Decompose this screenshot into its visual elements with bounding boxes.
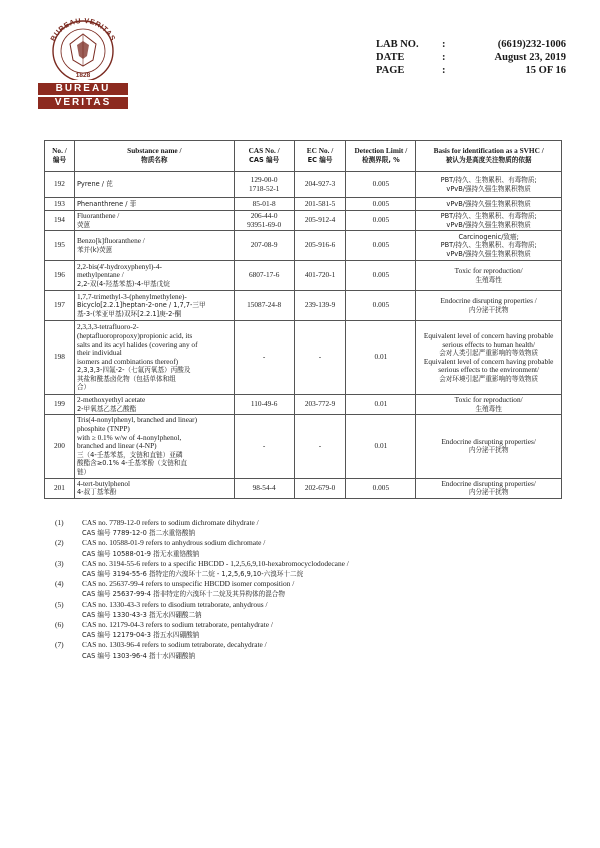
cell-ec-no-line: 205-916-6 (304, 240, 336, 250)
cell-basis (416, 291, 562, 321)
cell-basis-line: 会对环境引起严重影响的等效物质 (439, 374, 539, 383)
cell-cas-no-line: 85-01-8 (252, 198, 276, 208)
cell-substance-name-line: 荧蒽 (76, 220, 91, 229)
date-row (376, 51, 566, 64)
table-row (45, 261, 562, 291)
footnote-line: CAS no. 1330-43-3 refers to disodium tetraborate, anhydrous / (82, 599, 268, 609)
cell-ec-no-line: 203-772-9 (304, 399, 336, 409)
cell-ec-no (294, 211, 346, 231)
cell-substance-name-line: 1,7,7-trimethyl-3-(phenylmethylene)- (76, 291, 187, 301)
cell-detection-limit: 0.005 (346, 231, 416, 261)
cell-substance-name-line: 4-tert-butylphenol (76, 478, 131, 488)
cell-substance-name (74, 172, 234, 198)
cell-cas-no-line: 206-44-0 (250, 211, 278, 220)
cell-substance-name-line: 2-methoxyethyl acetate (76, 395, 146, 405)
logo-seal (38, 14, 128, 80)
footnote-line: CAS 编号 1303-96-4 指十水四硼酸钠 (82, 651, 196, 660)
footnote-line: CAS no. 3194-55-6 refers to a specific HBCDD - 1,2,5,6,9,10-hexabromocyclododecane / (82, 558, 349, 568)
cell-cas-no (234, 172, 294, 198)
cell-detection-limit: 0.005 (346, 291, 416, 321)
cell-ec-no (294, 291, 346, 321)
table-row (45, 172, 562, 198)
footnote (55, 620, 349, 640)
date-colon: : (442, 52, 446, 63)
cell-substance-name-line: Fluoranthene / (76, 211, 120, 220)
cell-cas-no (234, 478, 294, 498)
cell-basis-line: vPvB/强持久强生物累积物质 (446, 249, 531, 258)
cell-basis-line: Endocrine disrupting properties/ (441, 478, 536, 488)
cell-basis-line: vPvB/强持久强生物累积物质 (446, 199, 531, 208)
cell-basis-line: 内分泌干扰物 (468, 488, 509, 497)
cell-detection-limit: 0.005 (346, 198, 416, 211)
date-value: August 23, 2019 (494, 52, 566, 63)
cell-no: 196 (45, 261, 75, 291)
cell-ec-no (294, 198, 346, 211)
cell-basis-line: Equivalent level of concern having probable (423, 356, 554, 366)
cell-detection-limit: 0.005 (346, 478, 416, 498)
cell-no: 195 (45, 231, 75, 261)
cell-ec-no-line: 201-581-5 (304, 198, 336, 208)
cell-basis-line: 会对人类引起严重影响的等效物质 (439, 349, 539, 358)
cell-ec-no (294, 395, 346, 415)
footnote-line: CAS 编号 10588-01-9 指无水重铬酸钠 (82, 549, 200, 558)
cell-substance-name-line: with ≥ 0.1% w/w of 4-nonylphenol, (76, 432, 182, 442)
cell-substance-name-line: 2,2-双(4-羟基苯基)-4-甲基戊烷 (76, 279, 170, 288)
cell-cas-no-line: - (262, 441, 266, 451)
cell-basis-line: serious effects to human health/ (442, 339, 535, 349)
footnotes (55, 518, 349, 661)
cell-basis (416, 231, 562, 261)
cell-basis-line: vPvB/强持久强生物累积物质 (446, 220, 531, 229)
cell-substance-name-line: 4-叔丁基苯酚 (76, 488, 117, 497)
footnote-number: (5) (55, 599, 64, 609)
header-cas-no: CAS No. / CAS 编号 (234, 141, 294, 172)
cell-detection-limit: 0.005 (346, 261, 416, 291)
header-no: No. / 编号 (45, 141, 75, 172)
cell-basis-line: 内分泌干扰物 (468, 305, 509, 314)
footnote-line: CAS 编号 7789-12-0 指二水重铬酸钠 (82, 529, 196, 538)
cell-substance-name (74, 198, 234, 211)
footnote (55, 538, 349, 558)
cell-basis (416, 395, 562, 415)
footnote-line: CAS no. 25637-99-4 refers to unspecific HBCDD isomer composition / (82, 579, 295, 589)
cell-substance-name-line: Phenanthrene / 菲 (76, 199, 137, 208)
cell-cas-no (234, 291, 294, 321)
cell-no: 200 (45, 415, 75, 478)
cell-cas-no-line: 93951-69-0 (247, 219, 282, 229)
cell-detection-limit: 0.01 (346, 395, 416, 415)
cell-ec-no-line: 204-927-3 (304, 179, 336, 189)
footnote (55, 579, 349, 599)
cell-substance-name-line: (heptafluoropropoxy)propionic acid, its (76, 330, 193, 340)
cell-ec-no-line: - (318, 352, 322, 362)
cell-basis-line: 生殖毒性 (475, 275, 502, 284)
cell-substance-name-line: 基-3-(苯亚甲基)双环[2.2.1]庚-2-酮 (76, 309, 182, 318)
table-header-row (45, 141, 562, 172)
cell-substance-name-line: Pyrene / 芘 (76, 180, 113, 189)
cell-cas-no (234, 415, 294, 478)
footnote-number: (7) (55, 640, 64, 650)
header-basis: Basis for identification as a SVHC / 被认为是高度关注物质的依据 (416, 141, 562, 172)
cell-cas-no-line: 1718-52-1 (248, 183, 280, 193)
cell-no: 192 (45, 172, 75, 198)
cell-ec-no (294, 321, 346, 395)
lab-no-colon: : (442, 39, 446, 50)
cell-cas-no-line: 6807-17-6 (248, 270, 280, 280)
page-label: PAGE (376, 65, 405, 76)
cell-cas-no (234, 231, 294, 261)
cell-substance-name-line: salts and its acyl halides (covering any of (76, 339, 198, 349)
cell-detection-limit: 0.005 (346, 211, 416, 231)
cell-ec-no (294, 261, 346, 291)
cell-substance-name (74, 211, 234, 231)
footnote (55, 640, 349, 660)
cell-basis (416, 415, 562, 478)
cell-basis-line: Equivalent level of concern having probable (423, 330, 554, 340)
cell-substance-name (74, 321, 234, 395)
footnote (55, 559, 349, 579)
table-row (45, 395, 562, 415)
footnote-number: (1) (55, 518, 64, 527)
cell-basis-line: Toxic for reproduction/ (454, 395, 523, 405)
cell-ec-no (294, 478, 346, 498)
cell-basis-line: Toxic for reproduction/ (454, 266, 523, 276)
cell-ec-no-line: - (318, 441, 322, 451)
cell-detection-limit: 0.01 (346, 321, 416, 395)
cell-substance-name-line: 三（4-壬基苯基，支链和直链）亚磷 (76, 450, 183, 459)
cell-cas-no-line: 207-08-9 (250, 240, 278, 250)
cell-substance-name-line: methylpentane / (76, 270, 124, 280)
lab-no-value: (6619)232-1006 (497, 39, 566, 50)
cell-substance-name-line: 2-甲氧基乙基乙酸酯 (76, 404, 137, 413)
cell-ec-no (294, 415, 346, 478)
cell-substance-name-line: 2,3,3,3-四氟-2-（七氟丙氧基）丙酸及 (76, 366, 191, 375)
cell-cas-no (234, 321, 294, 395)
cell-basis (416, 172, 562, 198)
cell-basis-line: Endocrine disrupting properties / (440, 296, 537, 306)
footnote (55, 600, 349, 620)
header-ec-no: EC No. / EC 编号 (294, 141, 346, 172)
cell-substance-name (74, 291, 234, 321)
cell-cas-no-line: 98-54-4 (252, 482, 276, 492)
footnote (55, 518, 349, 538)
date-label: DATE (376, 52, 405, 63)
cell-no: 199 (45, 395, 75, 415)
report-header (376, 38, 566, 77)
cell-substance-name-line: their individual (76, 348, 122, 358)
logo-band-veritas: VERITAS (38, 97, 128, 109)
cell-basis-line: Endocrine disrupting properties/ (441, 436, 536, 446)
cell-cas-no-line: 110-49-6 (250, 399, 278, 409)
cell-substance-name-line: branched and linear (4-NP) (76, 441, 157, 451)
cell-no: 201 (45, 478, 75, 498)
cell-basis (416, 478, 562, 498)
cell-detection-limit: 0.01 (346, 415, 416, 478)
cell-ec-no (294, 231, 346, 261)
footnote-line: CAS no. 1303-96-4 refers to sodium tetraborate, decahydrate / (82, 640, 267, 650)
cell-ec-no (294, 172, 346, 198)
footnote-line: CAS no. 7789-12-0 refers to sodium dichromate dihydrate / (82, 518, 259, 527)
footnote-line: CAS no. 12179-04-3 refers to sodium tetraborate, pentahydrate / (82, 620, 273, 630)
cell-substance-name-line: Benzo[k]fluoranthene / (76, 236, 145, 246)
cell-no: 193 (45, 198, 75, 211)
cell-basis-line: 生殖毒性 (475, 404, 502, 413)
cell-no: 198 (45, 321, 75, 395)
footnote-number: (4) (55, 579, 64, 589)
cell-basis (416, 321, 562, 395)
footnote-line: CAS no. 10588-01-9 refers to anhydrous sodium dichromate / (82, 538, 266, 548)
footnote-line: CAS 编号 1330-43-3 指无水四硼酸二钠 (82, 610, 202, 619)
cell-basis-line: PBT/持久、生物累积、有毒物质; (440, 175, 537, 184)
footnote-line: CAS 编号 12179-04-3 指五水四硼酸钠 (82, 631, 200, 640)
cell-substance-name (74, 415, 234, 478)
cell-substance-name-line: phosphite (TNPP) (76, 423, 130, 433)
cell-basis-line: vPvB/强持久强生物累积物质 (446, 184, 531, 193)
table-row (45, 478, 562, 498)
table-row (45, 198, 562, 211)
logo-band-bureau: BUREAU (38, 83, 128, 95)
svhc-table (44, 140, 562, 499)
cell-basis-line: 内分泌干扰物 (468, 446, 509, 455)
cell-substance-name-line: Tris(4-nonylphenyl, branched and linear) (76, 415, 198, 425)
cell-basis (416, 211, 562, 231)
cell-substance-name-line: Bicyclo[2.2.1]heptan-2-one / 1,7,7-三甲 (76, 301, 206, 310)
cell-basis-line: PBT/持久、生物累积、有毒物质; (440, 212, 537, 220)
logo-year: 1828 (75, 72, 91, 79)
header-substance-name: Substance name / 物质名称 (74, 141, 234, 172)
header-detection-limit: Detection Limit / 检测界限, % (346, 141, 416, 172)
cell-ec-no-line: 205-912-4 (304, 215, 336, 225)
cell-substance-name-line: 酸酯含≥0.1% 4-壬基苯酚（支链和直 (76, 459, 188, 468)
cell-basis (416, 261, 562, 291)
page-value: 15 OF 16 (525, 65, 566, 76)
footnote-number: (2) (55, 538, 64, 548)
table-row (45, 415, 562, 478)
cell-substance-name (74, 231, 234, 261)
cell-ec-no-line: 401-720-1 (304, 270, 336, 280)
table-row (45, 231, 562, 261)
logo-ring-text: BUREAU VERITAS (48, 15, 118, 43)
cell-substance-name-line: 2,3,3,3-tetrafluoro-2- (76, 322, 139, 332)
cell-cas-no-line: - (262, 352, 266, 362)
cell-no: 197 (45, 291, 75, 321)
table-body (45, 172, 562, 499)
cell-cas-no (234, 211, 294, 231)
cell-ec-no-line: 202-679-0 (304, 482, 336, 492)
cell-cas-no-line: 15087-24-8 (247, 300, 282, 310)
footnote-line: CAS 编号 3194-55-6 指特定的六溴环十二烷 - 1,2,5,6,9,10-六溴环十二烷 (82, 570, 304, 579)
cell-substance-name-line: 链） (76, 467, 91, 476)
cell-substance-name (74, 261, 234, 291)
cell-basis (416, 198, 562, 211)
cell-substance-name-line: 其盐和酰基卤化物（包括单体和组 (76, 374, 176, 383)
footnote-number: (3) (55, 558, 64, 568)
cell-basis-line: serious effects to the environment/ (438, 365, 540, 375)
cell-detection-limit: 0.005 (346, 172, 416, 198)
table-row (45, 291, 562, 321)
cell-substance-name-line: 2,2-bis(4'-hydroxyphenyl)-4- (76, 261, 162, 271)
footnote-number: (6) (55, 620, 64, 630)
footnote-line: CAS 编号 25637-99-4 指非特定的六溴环十二烷及其异构体的混合物 (82, 590, 285, 599)
cell-ec-no-line: 239-139-9 (304, 300, 336, 310)
table-row (45, 321, 562, 395)
cell-cas-no (234, 395, 294, 415)
page-row (376, 64, 566, 77)
bureau-veritas-logo (38, 14, 128, 109)
lab-no-label: LAB NO. (376, 39, 419, 50)
page-colon: : (442, 65, 446, 76)
cell-cas-no-line: 129-00-0 (250, 174, 278, 184)
cell-substance-name-line: isomers and combinations thereof) (76, 356, 179, 366)
cell-substance-name (74, 478, 234, 498)
cell-substance-name-line: 合） (76, 383, 91, 392)
cell-basis-line: PBT/持久、生物累积、有毒物质; (440, 241, 537, 250)
table-row (45, 211, 562, 231)
cell-basis-line: Carcinogenic/致癌; (458, 232, 519, 241)
cell-substance-name (74, 395, 234, 415)
cell-cas-no (234, 198, 294, 211)
cell-substance-name-line: 苯并(k)荧蒽 (76, 245, 113, 254)
cell-no: 194 (45, 211, 75, 231)
lab-no-row (376, 38, 566, 51)
seal-graphic (38, 14, 128, 80)
cell-cas-no (234, 261, 294, 291)
